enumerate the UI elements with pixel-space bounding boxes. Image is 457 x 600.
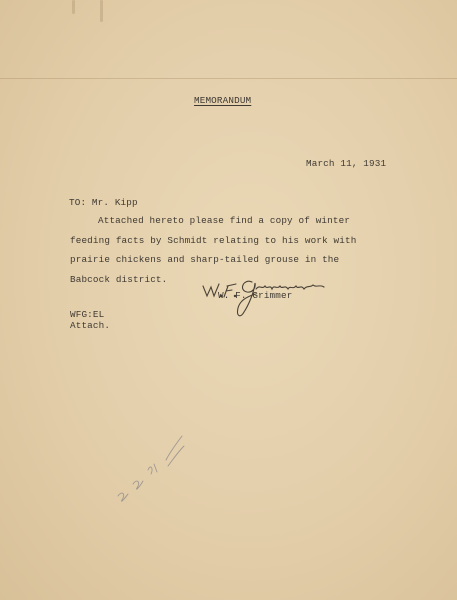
memo-date: March 11, 1931: [306, 158, 387, 169]
memo-body-line: prairie chickens and sharp-tailed grouse in the: [70, 254, 340, 265]
memo-body-line: Babcock district.: [70, 274, 168, 285]
memo-heading: MEMORANDUM: [194, 95, 252, 106]
memo-body-line: Attached hereto please find a copy of winter: [98, 215, 351, 226]
memo-body-line: feeding facts by Schmidt relating to his work with: [70, 235, 357, 246]
reference-initials: WFG:EL: [70, 309, 105, 320]
memo-recipient: TO: Mr. Kipp: [69, 197, 138, 208]
typed-signature: W. F. Grimmer: [218, 290, 293, 301]
enclosure-note: Attach.: [70, 320, 111, 331]
